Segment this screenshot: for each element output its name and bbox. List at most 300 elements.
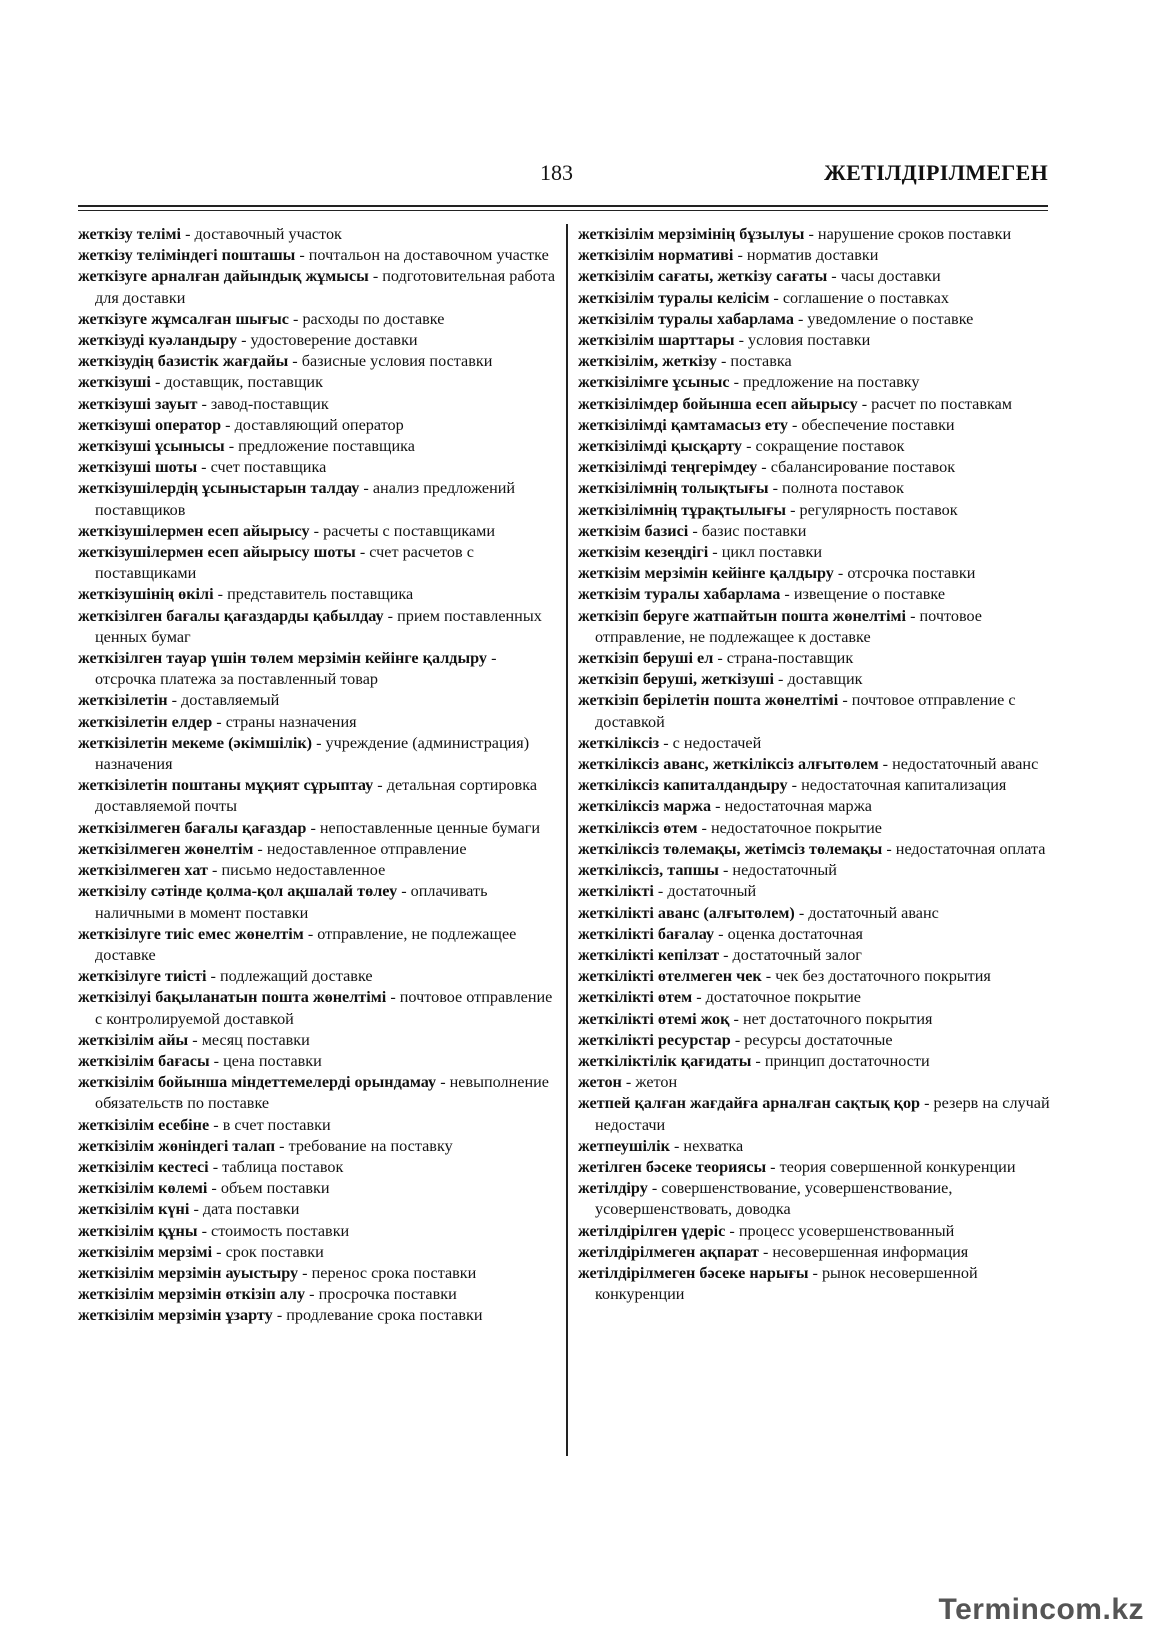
entry-term: жетпеушілік	[578, 1136, 670, 1155]
entry-term: жеткізілімнің толықтығы	[578, 479, 769, 498]
entry-term: жеткізілген бағалы қағаздарды қабылдау	[78, 606, 384, 625]
entry-term: жеткізушілермен есеп айырысу шоты	[78, 543, 356, 562]
entry-separator: -	[208, 1157, 223, 1176]
entry-term: жеткізілу сәтінде қолма-қол ақшалай төлеу	[78, 882, 398, 901]
entry-separator: -	[383, 606, 398, 625]
entry-definition: базисные условия поставки	[301, 352, 493, 371]
entry-definition: прием поставленных ценных бумаг	[95, 606, 542, 646]
entry-definition: отправление, не подлежащее доставке	[95, 924, 517, 964]
entry-definition: базис поставки	[701, 521, 807, 540]
entry-definition: детальная сортировка доставляемой почты	[95, 776, 538, 816]
entry-separator: -	[920, 1094, 934, 1113]
entry-definition: ресурсы достаточные	[744, 1030, 893, 1049]
entry-term: жеткізілім шарттары	[578, 331, 735, 350]
entry-definition: регулярность поставок	[799, 500, 958, 519]
entry-separator: -	[742, 437, 756, 456]
entry-separator: -	[167, 691, 182, 710]
entry-definition: просрочка поставки	[318, 1285, 457, 1304]
entry-term: жеткізілмеген хат	[78, 861, 208, 880]
dictionary-entry	[578, 860, 1056, 881]
entry-term: жеткізілім мерзімінің бұзылуы	[578, 225, 805, 243]
entry-definition: цена поставки	[223, 1051, 322, 1070]
entry-definition: почтальон на доставочном участке	[308, 246, 549, 265]
dictionary-entry	[578, 987, 1056, 1008]
entry-separator: -	[757, 458, 771, 477]
entry-definition: счет расчетов с поставщиками	[95, 543, 474, 583]
dictionary-entry	[78, 1072, 556, 1114]
entry-definition: учреждение (администрация) назначения	[95, 733, 530, 774]
entry-separator: -	[209, 1051, 224, 1070]
dictionary-entry	[578, 542, 1056, 563]
entry-definition: нехватка	[683, 1136, 744, 1155]
entry-term: жеткілікті	[578, 882, 654, 901]
dictionary-entry	[578, 1157, 1056, 1178]
entry-separator: -	[275, 1136, 289, 1155]
entry-definition: цикл поставки	[721, 543, 823, 562]
entry-definition: сбалансирование поставок	[770, 458, 956, 477]
entry-definition: несовершенная информация	[772, 1242, 969, 1261]
entry-definition: невыполнение обязательств по поставке	[95, 1073, 549, 1113]
dictionary-entry	[578, 733, 1056, 754]
entry-separator: -	[714, 924, 728, 943]
dictionary-entry	[578, 669, 1056, 690]
dictionary-entry	[78, 330, 556, 351]
dictionary-entry	[78, 1199, 556, 1220]
dictionary-entry	[78, 818, 556, 839]
entry-term: жеткізілімнің тұрақтылығы	[578, 500, 787, 519]
entry-definition: чек без достаточного покрытия	[775, 967, 991, 986]
entry-separator: -	[368, 267, 383, 286]
entry-definition: почтовое отправление с доставкой	[595, 691, 1016, 731]
entry-definition: извещение о поставке	[793, 585, 946, 604]
dictionary-entry	[78, 648, 556, 690]
entry-term: жетілдірілмеген ақпарат	[578, 1242, 759, 1261]
entry-term: жеткізуді куәландыру	[78, 331, 238, 350]
entry-term: жетон	[578, 1073, 622, 1092]
entry-term: жетілдіру	[578, 1179, 648, 1198]
column-divider	[566, 224, 568, 1456]
dictionary-entry	[578, 648, 1056, 669]
entry-separator: -	[787, 415, 802, 434]
dictionary-entry	[578, 1263, 1056, 1305]
dictionary-entry	[78, 690, 556, 711]
entry-definition: недостаточное покрытие	[710, 818, 882, 837]
dictionary-entry	[78, 372, 556, 393]
entry-term: жеткізілім мерзімі	[78, 1242, 213, 1261]
dictionary-entry	[78, 478, 556, 520]
entry-separator: -	[306, 818, 320, 837]
entry-separator: -	[669, 1136, 684, 1155]
dictionary-entry	[78, 987, 556, 1029]
entry-separator: -	[729, 1009, 743, 1028]
entry-separator: -	[711, 797, 725, 816]
entry-term: жеткізушілермен есеп айырысу	[78, 521, 310, 540]
dictionary-entry	[578, 754, 1056, 775]
entry-term: жеткізуші оператор	[78, 415, 222, 434]
entry-separator: -	[436, 1073, 450, 1092]
entry-term: жеткізілім бойынша міндеттемелерді орындамау	[78, 1073, 437, 1092]
entry-term: жеткіліксіз, тапшы	[578, 861, 719, 880]
entry-term: жеткіліксіз өтем	[578, 818, 698, 837]
dictionary-entry	[578, 309, 1056, 330]
entry-term: жеткізілуге тиісті	[78, 967, 207, 986]
entry-definition: доставочный участок	[194, 225, 342, 243]
entry-definition: нет достаточного покрытия	[742, 1009, 933, 1028]
entry-term: жеткізілім жөніндегі талап	[78, 1136, 276, 1155]
entry-separator: -	[305, 1285, 319, 1304]
entry-term: жеткізілім айы	[78, 1030, 189, 1049]
entry-separator: -	[808, 1263, 822, 1282]
entry-separator: -	[697, 818, 711, 837]
entry-separator: -	[621, 1073, 636, 1092]
dictionary-entry	[578, 796, 1056, 817]
entry-separator: -	[794, 903, 809, 922]
entry-term: жеткілікті өтем	[578, 988, 693, 1007]
entry-term: жеткізілім күні	[78, 1200, 190, 1219]
entry-separator: -	[719, 945, 733, 964]
dictionary-entry	[78, 1305, 556, 1326]
entry-term: жеткізудің базистік жағдайы	[78, 352, 289, 371]
entry-term: жеткізуші ұсынысы	[78, 437, 225, 456]
dictionary-entry	[578, 924, 1056, 945]
dictionary-entry	[78, 1221, 556, 1242]
entry-term: жеткізілмеген бағалы қағаздар	[78, 818, 307, 837]
entry-separator: -	[653, 882, 668, 901]
dictionary-entry	[578, 1051, 1056, 1072]
entry-separator: -	[487, 649, 497, 668]
entry-definition: недостаточный	[732, 861, 837, 880]
entry-term: жеткізілім нормативі	[578, 246, 734, 265]
entry-definition: почтовое отправление, не подлежащее к доставке	[595, 606, 982, 646]
entry-definition: продлевание срока поставки	[286, 1306, 483, 1325]
dictionary-entry	[78, 1030, 556, 1051]
entry-definition: теория совершенной конкуренции	[779, 1157, 1016, 1176]
dictionary-entry	[578, 1030, 1056, 1051]
entry-separator: -	[206, 967, 220, 986]
dictionary-entry	[578, 563, 1056, 584]
entry-definition: расходы по доставке	[302, 309, 445, 328]
entry-term: жеткізілімді қысқарту	[578, 437, 743, 456]
entry-definition: доставщик, поставщик	[164, 373, 323, 392]
entry-definition: стоимость поставки	[211, 1221, 350, 1240]
entry-definition: предложение на поставку	[743, 373, 920, 392]
entry-term: жеткізілетін мекеме (әкімшілік)	[78, 733, 313, 752]
entry-separator: -	[838, 691, 852, 710]
dictionary-entry	[578, 394, 1056, 415]
dictionary-entry	[578, 903, 1056, 924]
entry-term: жеткізілетін поштаны мұқият сұрыптау	[78, 776, 374, 795]
dictionary-entry	[578, 351, 1056, 372]
entry-term: жеткілікті кепілзат	[578, 945, 720, 964]
entry-definition: срок поставки	[225, 1242, 324, 1261]
entry-term: жеткізілуі бақыланатын пошта жөнелтімі	[78, 988, 387, 1007]
entry-term: жеткізіп берілетін пошта жөнелтімі	[578, 691, 839, 710]
dictionary-entry	[578, 584, 1056, 605]
entry-definition: нарушение сроков поставки	[817, 225, 1012, 243]
dictionary-entry	[78, 1136, 556, 1157]
entry-definition: резерв на случай недостачи	[595, 1094, 1050, 1134]
entry-definition: часы доставки	[840, 267, 941, 286]
dictionary-entry	[78, 394, 556, 415]
dictionary-entry	[578, 1136, 1056, 1157]
entry-term: жеткізілуге тиіс емес жөнелтім	[78, 924, 304, 943]
entry-separator: -	[729, 373, 744, 392]
dictionary-entry	[578, 224, 1056, 245]
entry-separator: -	[397, 882, 411, 901]
entry-term: жеткілікті аванс (алғытөлем)	[578, 903, 795, 922]
entry-separator: -	[224, 437, 239, 456]
entry-term: жетпей қалған жағдайға арналған сақтық қор	[578, 1094, 921, 1113]
entry-definition: страна-поставщик	[726, 649, 854, 668]
entry-definition: расчет по поставкам	[871, 394, 1013, 413]
entry-term: жеткізілмеген жөнелтім	[78, 839, 254, 858]
entry-separator: -	[188, 1030, 202, 1049]
entry-definition: обеспечение поставки	[801, 415, 955, 434]
entry-definition: дата поставки	[202, 1200, 300, 1219]
dictionary-entry	[78, 775, 556, 817]
entry-term: жеткіліксіз капиталдандыру	[578, 776, 788, 795]
entry-definition: представитель поставщика	[227, 585, 414, 604]
entry-separator: -	[730, 1030, 745, 1049]
dictionary-entry	[78, 584, 556, 605]
dictionary-entry	[78, 1051, 556, 1072]
entry-separator: -	[295, 246, 309, 265]
entry-definition: завод-поставщик	[210, 394, 329, 413]
entry-term: жеткізілімді қамтамасыз ету	[578, 415, 788, 434]
entry-term: жеткізілім көлемі	[78, 1179, 208, 1198]
entry-term: жеткізілім мерзімін өткізіп алу	[78, 1285, 306, 1304]
entry-definition: доставщик	[787, 670, 863, 689]
entry-term: жеткізілім есебіне	[78, 1115, 210, 1134]
entry-separator: -	[761, 967, 776, 986]
entry-definition: соглашение о поставках	[782, 288, 949, 307]
entry-separator: -	[197, 394, 211, 413]
dictionary-entry	[78, 881, 556, 923]
entry-term: жетілдірілмеген бәсеке нарығы	[578, 1263, 809, 1282]
dictionary-entry	[78, 457, 556, 478]
entry-definition: перенос срока поставки	[311, 1263, 477, 1282]
entry-separator: -	[359, 479, 373, 498]
dictionary-entry	[578, 478, 1056, 499]
entry-definition: с недостачей	[672, 733, 762, 752]
header-rule-thick	[78, 205, 1048, 207]
dictionary-entry	[578, 1072, 1056, 1093]
entry-term: жетілдірілген үдеріс	[578, 1221, 726, 1240]
entry-separator: -	[882, 839, 896, 858]
entry-definition: доставляемый	[181, 691, 280, 710]
entry-definition: оценка достаточная	[727, 924, 863, 943]
running-head: ЖЕТІЛДІРІЛМЕГЕН	[824, 160, 1048, 185]
entry-definition: предложение поставщика	[238, 437, 415, 456]
entry-separator: -	[692, 988, 706, 1007]
entry-definition: сокращение поставок	[755, 437, 905, 456]
entry-separator: -	[213, 585, 228, 604]
dictionary-entry	[78, 351, 556, 372]
entry-definition: недостаточная оплата	[895, 839, 1046, 858]
entry-separator: -	[786, 500, 800, 519]
dictionary-entry	[578, 245, 1056, 266]
dictionary-entry	[578, 945, 1056, 966]
entry-separator: -	[751, 1051, 765, 1070]
dictionary-entry	[78, 1157, 556, 1178]
entry-term: жеткізуші	[78, 373, 151, 392]
entry-term: жеткізу телімі	[78, 225, 182, 243]
entry-separator: -	[221, 415, 235, 434]
entry-separator: -	[718, 861, 733, 880]
entry-separator: -	[272, 1306, 287, 1325]
dictionary-entry	[578, 330, 1056, 351]
entry-separator: -	[780, 585, 794, 604]
entry-term: жеткізушінің өкілі	[78, 585, 214, 604]
entry-separator: -	[647, 1179, 662, 1198]
dictionary-entry	[578, 436, 1056, 457]
dictionary-entry	[78, 966, 556, 987]
right-column	[578, 224, 1056, 1305]
dictionary-entry	[578, 839, 1056, 860]
entry-term: жеткізілім туралы келісім	[578, 288, 770, 307]
entry-definition: условия поставки	[748, 331, 871, 350]
entry-separator: -	[758, 1242, 773, 1261]
entry-separator: -	[207, 1179, 221, 1198]
entry-definition: расчеты с поставщиками	[323, 521, 496, 540]
entry-separator: -	[312, 733, 326, 752]
entry-definition: достаточный	[667, 882, 757, 901]
entry-term: жеткізуге жұмсалған шығыс	[78, 309, 289, 328]
entry-term: жеткізілім туралы хабарлама	[578, 309, 794, 328]
entry-term: жеткізілімге ұсыныс	[578, 373, 730, 392]
entry-term: жеткізушілердің ұсыныстарын талдау	[78, 479, 360, 498]
entry-definition: недостаточный аванс	[892, 755, 1039, 774]
entry-separator: -	[212, 1242, 226, 1261]
entry-term: жеткізілім мерзімін ұзарту	[78, 1306, 273, 1325]
entry-definition: подготовительная работа для доставки	[95, 267, 556, 307]
entry-definition: полнота поставок	[782, 479, 904, 498]
entry-definition: доставляющий оператор	[234, 415, 404, 434]
entry-separator: -	[733, 246, 747, 265]
dictionary-entry	[578, 606, 1056, 648]
entry-term: жеткізілімдер бойынша есеп айырысу	[578, 394, 858, 413]
entry-definition: отсрочка поставки	[847, 564, 976, 583]
entry-definition: оплачивать наличными в момент поставки	[95, 882, 488, 922]
entry-term: жеткізілім кестесі	[78, 1157, 209, 1176]
dictionary-entry	[578, 775, 1056, 796]
dictionary-entry	[578, 690, 1056, 732]
entry-separator: -	[288, 352, 302, 371]
dictionary-entry	[578, 1009, 1056, 1030]
entry-term: жеткізіп беруге жатпайтын пошта жөнелтімі	[578, 606, 907, 625]
entry-term: жеткізуші зауыт	[78, 394, 198, 413]
entry-separator: -	[303, 924, 318, 943]
entry-definition: жетон	[635, 1073, 678, 1092]
entry-term: жеткізілім мерзімін ауыстыру	[78, 1263, 299, 1282]
entry-term: жеткізіп беруші, жеткізуші	[578, 670, 774, 689]
entry-separator: -	[906, 606, 920, 625]
entry-definition: анализ предложений поставщиков	[95, 479, 516, 519]
entry-term: жеткізуге арналған дайындық жұмысы	[78, 267, 369, 286]
entry-term: жеткізілімді теңгерімдеу	[578, 458, 758, 477]
entry-term: жеткізілім құны	[78, 1221, 198, 1240]
dictionary-entry	[78, 521, 556, 542]
page-number: 183	[540, 160, 573, 185]
entry-separator: -	[716, 352, 731, 371]
entry-definition: объем поставки	[220, 1179, 330, 1198]
entry-separator: -	[878, 755, 893, 774]
entry-separator: -	[659, 733, 673, 752]
entry-term: жеткізуші шоты	[78, 458, 198, 477]
entry-separator: -	[787, 776, 802, 795]
entry-separator: -	[725, 1221, 739, 1240]
entry-term: жеткізілетін	[78, 691, 168, 710]
entry-separator: -	[769, 288, 783, 307]
entry-definition: достаточное покрытие	[705, 988, 861, 1007]
entry-separator: -	[373, 776, 387, 795]
entry-definition: поставка	[730, 352, 792, 371]
entry-separator: -	[857, 394, 872, 413]
dictionary-entry	[78, 266, 556, 308]
entry-term: жеткізілген тауар үшін төлем мерзімін кейінге қалдыру	[78, 649, 488, 668]
entry-separator: -	[209, 1115, 223, 1134]
entry-term: жеткізім базисі	[578, 521, 689, 540]
dictionary-entry	[78, 1242, 556, 1263]
entry-separator: -	[833, 564, 848, 583]
entry-term: жеткізілім сағаты, жеткізу сағаты	[578, 267, 828, 286]
entry-separator: -	[708, 543, 722, 562]
dictionary-entry	[78, 733, 556, 775]
entry-separator: -	[355, 543, 370, 562]
entry-definition: недостаточная капитализация	[801, 776, 1007, 795]
dictionary-entry	[78, 924, 556, 966]
dictionary-entry	[578, 1093, 1056, 1135]
entry-definition: совершенствование, усовершенствование, усовершенствовать, доводка	[595, 1179, 953, 1219]
entry-separator: -	[827, 267, 841, 286]
dictionary-entry	[578, 1242, 1056, 1263]
entry-definition: норматив доставки	[746, 246, 879, 265]
entry-definition: уведомление о поставке	[807, 309, 974, 328]
entry-separator: -	[197, 1221, 212, 1240]
entry-separator: -	[793, 309, 808, 328]
dictionary-entry	[578, 818, 1056, 839]
dictionary-entry	[78, 1284, 556, 1305]
dictionary-entry	[78, 245, 556, 266]
entry-separator: -	[197, 458, 211, 477]
entry-definition: месяц поставки	[201, 1030, 310, 1049]
entry-term: жеткілікті өтемі жоқ	[578, 1009, 730, 1028]
entry-term: жеткілікті өтелмеген чек	[578, 967, 762, 986]
dictionary-entry	[78, 712, 556, 733]
entry-term: жеткілікті ресурстар	[578, 1030, 731, 1049]
entry-separator: -	[207, 861, 222, 880]
dictionary-entry	[578, 881, 1056, 902]
entry-separator: -	[309, 521, 324, 540]
entry-definition: рынок несовершенной конкуренции	[595, 1263, 978, 1304]
entry-term: жеткіліксіз	[578, 733, 660, 752]
left-column	[78, 224, 556, 1327]
dictionary-entry	[578, 521, 1056, 542]
entry-term: жеткізіп беруші ел	[578, 649, 714, 668]
entry-separator: -	[713, 649, 727, 668]
entry-term: жеткізілім, жеткізу	[578, 352, 717, 371]
dictionary-entry	[78, 1178, 556, 1199]
dictionary-entry	[578, 288, 1056, 309]
entry-term: жеткіліксіз маржа	[578, 797, 712, 816]
dictionary-entry	[78, 542, 556, 584]
entry-separator: -	[688, 521, 702, 540]
dictionary-entry	[578, 1178, 1056, 1220]
entry-term: жеткіліксіз аванс, жеткіліксіз алғытөлем	[578, 755, 879, 774]
entry-separator: -	[288, 309, 303, 328]
entry-separator: -	[253, 839, 267, 858]
entry-term: жетілген бәсеке теориясы	[578, 1157, 767, 1176]
